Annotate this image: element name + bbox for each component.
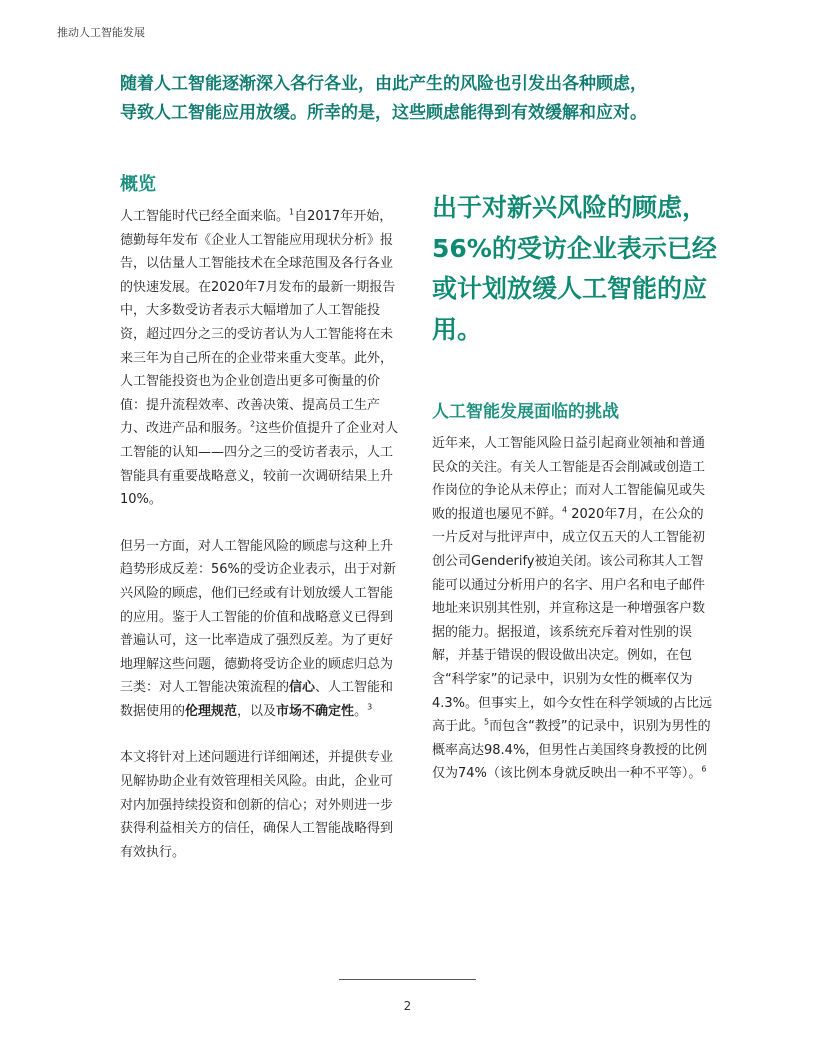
overview-paragraph-2: [120, 535, 402, 724]
bold-term-market: 市场不确定性: [276, 703, 355, 719]
footer-divider: [339, 979, 476, 980]
text-span: 自2017年开始，德勤每年发布《企业人工智能应用现状分析》报告，以估量人工智能技术在全球范围及各行各业的快速发展。在2020年7月发布的最新一期报告中，大多数受访者表示大幅增加了人工智能投资，超过四分之三的受访者认为人工智能将在未来三年为自己所在的企业带来重大变革。此外，人工智能投资也为企业创造出更多可衡量的价值：提升流程效率、改善决策、提高员工生产力、改进产品和服务。: [120, 209, 396, 437]
overview-paragraph-1: [120, 205, 402, 512]
overview-heading: 概览: [120, 174, 156, 195]
footnote-ref-6: 6: [701, 764, 707, 774]
text-span: 但另一方面，对人工智能风险的顾虑与这种上升趋势形成反差：56%的受访企业表示，出于对新兴风险的顾虑，他们已经或有计划放缓人工智能的应用。鉴于人工智能的价值和战略意义已得到普遍认可，这一比率造成了强烈反差。为了更好地理解这些问题，德勤将受访企业的顾虑归总为三类：对人工智能决策流程的: [120, 538, 396, 696]
text-span: 。: [354, 703, 368, 719]
text-span: 而包含“教授”的记录中，识别为男性的概率高达98.4%，但男性占美国终身教授的比例仅为74%（该比例本身就反映出一种不平等）。: [432, 719, 711, 782]
lead-line-2: 导致人工智能应用放缓。所幸的是，这些顾虑能得到有效缓解和应对。: [120, 103, 647, 123]
pull-quote: 出于对新兴风险的顾虑，56%的受访企业表示已经或计划放缓人工智能的应用。: [432, 193, 717, 344]
text-span: 2020年7月，在公众的一片反对与批评声中，成立仅五天的人工智能初创公司Genderify被迫关闭。该公司称其人工智能可以通过分析用户的名字、用户名和电子邮件地址来识别其性别，并宣称这是一种增强客户数据的能力。据报道，该系统充斥着对性别的误解，并基于错误的假设做出决定。例如，在包含“科学家”的记录中，识别为女性的概率仅为4.3%。但事实上，如今女性在科学领域的占比远高于此。: [432, 506, 713, 735]
text-span: 近年来，人工智能风险日益引起商业领袖和普通民众的关注。有关人工智能是否会削减或创造工作岗位的争论从未停止；而对人工智能偏见或失败的报道也屡见不鲜。: [432, 436, 706, 522]
overview-paragraph-3: 本文将针对上述问题进行详细阐述，并提供专业见解协助企业有效管理相关风险。由此，企业可对内加强持续投资和创新的信心；对外则进一步获得利益相关方的信任，确保人工智能战略得到有效执行。: [120, 750, 394, 860]
page-number: 2: [403, 999, 412, 1013]
bold-term-confidence: 信心: [289, 680, 316, 696]
bold-term-ethics: 伦理规范: [185, 703, 238, 719]
text-span: ，以及: [237, 703, 277, 719]
footnote-ref-1: 1: [289, 207, 295, 217]
lead-summary: [120, 70, 760, 128]
footnote-ref-4: 4: [562, 505, 568, 515]
lead-line-1: 随着人工智能逐渐深入各行各业，由此产生的风险也引发出各种顾虑，: [120, 74, 647, 94]
footnote-ref-2: 2: [250, 420, 256, 430]
challenges-heading: 人工智能发展面临的挑战: [432, 402, 619, 422]
challenges-column: [432, 432, 714, 786]
challenges-paragraph: [432, 432, 714, 786]
footnote-ref-5: 5: [484, 717, 490, 727]
text-span: 人工智能时代已经全面来临。: [120, 209, 290, 224]
text-span: 、人工智能和数据使用的: [120, 680, 394, 719]
overview-column: [120, 205, 402, 887]
text-span: 这些价值提升了企业对人工智能的认知——四分之三的受访者表示，人工智能具有重要战略意义，较前一次调研结果上升10%。: [120, 421, 399, 508]
footnote-ref-3: 3: [367, 702, 373, 712]
running-header: 推动人工智能发展: [57, 26, 145, 39]
